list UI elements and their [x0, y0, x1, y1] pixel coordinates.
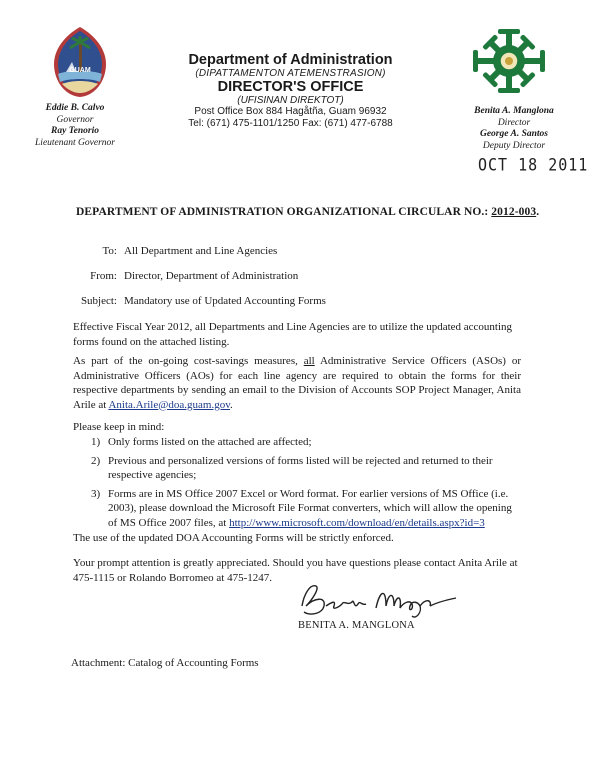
- memo-from-label: From:: [90, 270, 117, 282]
- list-item: [91, 487, 521, 531]
- office-address: Post Office Box 884 Hagåtña, Guam 96932: [194, 106, 387, 117]
- memo-subject-label: Subject:: [80, 295, 117, 307]
- memo-from-value: Director, Department of Administration: [124, 270, 299, 282]
- right-officials: [460, 106, 568, 152]
- attachment-note: Attachment: Catalog of Accounting Forms: [71, 657, 259, 669]
- lt-governor-title: Lieutenant Governor: [35, 137, 115, 148]
- p2-text-a: As part of the on-going cost-savings measures,: [73, 355, 298, 367]
- list-item-text: Forms are in MS Office 2007 Excel or Word format. For earlier versions of MS Office (i.e. 2003), please download the Microsoft File Format converters, which will allow the opening of MS Office 2007 files, at: [108, 487, 512, 529]
- paragraph-enforced: The use of the updated DOA Accounting Forms will be strictly enforced.: [73, 532, 394, 544]
- list-item-number: 2): [91, 454, 101, 467]
- email-link[interactable]: Anita.Arile@doa.guam.gov: [108, 398, 230, 411]
- seal-text: GUAM: [69, 67, 91, 74]
- lt-governor-name: Ray Tenorio: [51, 126, 99, 136]
- deputy-director-name: George A. Santos: [479, 129, 548, 139]
- office-title: DIRECTOR'S OFFICE: [217, 79, 364, 95]
- circular-number: 2012-003: [491, 206, 537, 218]
- governor-title: Governor: [56, 114, 94, 125]
- list-item-number: 1): [91, 436, 101, 448]
- circular-heading-text: DEPARTMENT OF ADMINISTRATION ORGANIZATIONAL CIRCULAR NO.:: [76, 206, 489, 218]
- signatory-name: BENITA A. MANGLONA: [298, 620, 415, 631]
- handwritten-signature: [290, 576, 460, 626]
- list-item-number: 3): [91, 487, 101, 500]
- director-title: Director: [497, 117, 531, 128]
- paragraph-effective: Effective Fiscal Year 2012, all Departments and Line Agencies are to utilize the updated accounting forms found on the attached listing.: [73, 321, 513, 348]
- office-phone: Tel: (671) 475-1101/1250 Fax: (671) 477-6788: [188, 118, 393, 129]
- reminder-list: [91, 435, 521, 534]
- p2-text-b: Administrative Service Officers (ASOs) or Administrative Officers (AOs) for each line agency are required to obtain the forms for their respective departments by sending an email to the Division of Accounts SOP Project Manager, Anita Arile at: [73, 355, 521, 411]
- list-item-text: Only forms listed on the attached are affected;: [108, 436, 312, 448]
- microsoft-download-link[interactable]: http://www.microsoft.com/download/en/details.aspx?id=3: [229, 516, 485, 529]
- department-title: Department of Administration: [188, 52, 393, 68]
- paragraph-contact: Your prompt attention is greatly appreciated. Should you have questions please contact Anita Arile at 475-1115 or Rolando Borromeo at 475-1247.: [73, 557, 518, 584]
- paragraph-cost-savings: As part of the on-going cost-savings measures, all Administrative Service Officers (ASOs) or Administrative Officers (AOs) for each line agency are required to obtain the forms for their respective departments by sending an email to the Division of Accounts SOP Project Manager, Anita Arile at Anita.Arile@doa.guam.gov.: [73, 355, 521, 411]
- list-item: [91, 454, 521, 483]
- director-name: Benita A. Manglona: [474, 106, 554, 116]
- office-title-local: (UFISINAN DIREKTOT): [237, 95, 344, 106]
- left-officials: [20, 103, 130, 149]
- p2-text-all: all: [303, 355, 315, 367]
- deputy-director-title: Deputy Director: [482, 140, 546, 151]
- memo-to-label: To:: [102, 245, 117, 257]
- list-item: [91, 435, 521, 450]
- memo-to-value: All Department and Line Agencies: [124, 245, 278, 257]
- department-title-local: (DIPATTAMENTON ATEMENSTRASION): [195, 68, 386, 79]
- governor-name: Eddie B. Calvo: [45, 103, 105, 113]
- memo-subject-value: Mandatory use of Updated Accounting Forms: [124, 295, 326, 307]
- date-stamp: OCT 18 2011: [478, 154, 589, 176]
- list-item-text: Previous and personalized versions of forms listed will be rejected and returned to their respective agencies;: [108, 454, 493, 481]
- circular-heading: DEPARTMENT OF ADMINISTRATION ORGANIZATIONAL CIRCULAR NO.: 2012-003.: [76, 206, 540, 218]
- keep-in-mind-heading: Please keep in mind:: [73, 421, 165, 433]
